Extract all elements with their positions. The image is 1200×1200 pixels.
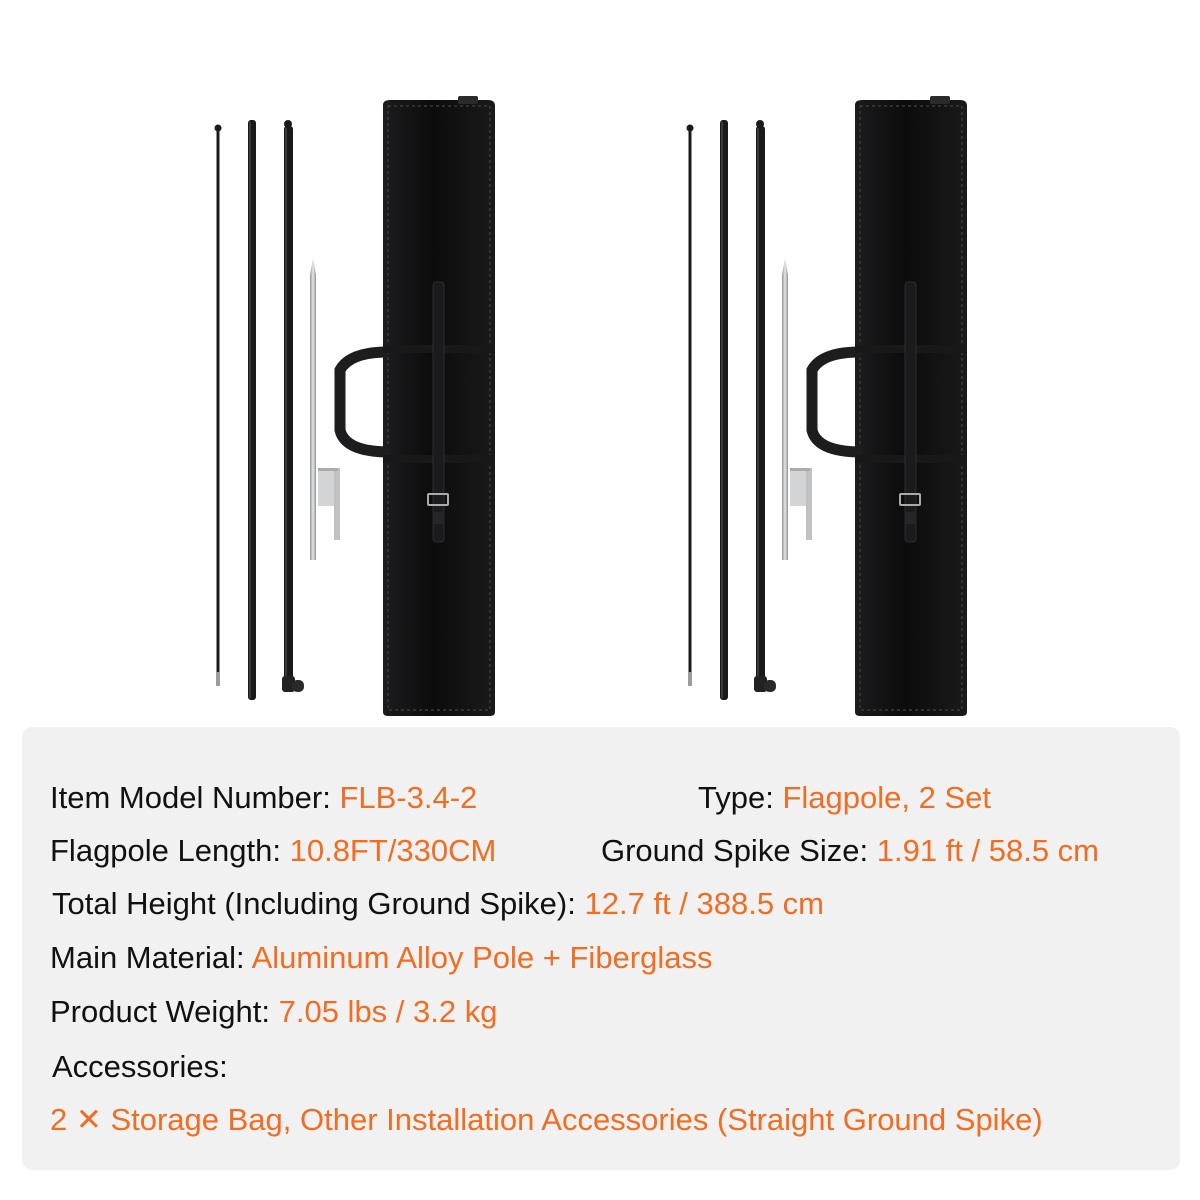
accessories-value: 2 ✕ Storage Bag, Other Installation Accessories (Straight Ground Spike) (50, 1102, 1043, 1137)
main-material-label: Main Material: (50, 940, 245, 975)
model-number-value: FLB-3.4-2 (339, 780, 478, 815)
total-height-label: Total Height (Including Ground Spike): (52, 886, 576, 921)
ground-spike-size-value: 1.91 ft / 58.5 cm (876, 833, 1100, 868)
product-weight-value: 7.05 lbs / 3.2 kg (278, 994, 498, 1029)
spec-total-height (52, 886, 824, 922)
spec-type (698, 780, 991, 816)
product-weight-label: Product Weight: (50, 994, 270, 1029)
ground-spike-size-label: Ground Spike Size: (601, 833, 869, 868)
spec-accessories (52, 1049, 228, 1085)
spec-main-material (50, 940, 713, 976)
spec-flagpole-length (50, 833, 496, 869)
flagpole-length-value: 10.8FT/330CM (289, 833, 497, 868)
spec-model-number (50, 780, 477, 816)
type-label: Type: (698, 780, 774, 815)
main-material-value: Aluminum Alloy Pole + Fiberglass (251, 940, 713, 975)
spec-accessories-list (50, 1102, 1043, 1138)
accessories-label: Accessories: (52, 1049, 228, 1084)
product-set-2 (687, 96, 968, 716)
type-value: Flagpole, 2 Set (782, 780, 991, 815)
spec-ground-spike-size (601, 833, 1099, 869)
product-set-1 (215, 96, 496, 716)
total-height-value: 12.7 ft / 388.5 cm (584, 886, 824, 921)
spec-product-weight (50, 994, 497, 1030)
model-number-label: Item Model Number: (50, 780, 331, 815)
flagpole-length-label: Flagpole Length: (50, 833, 281, 868)
